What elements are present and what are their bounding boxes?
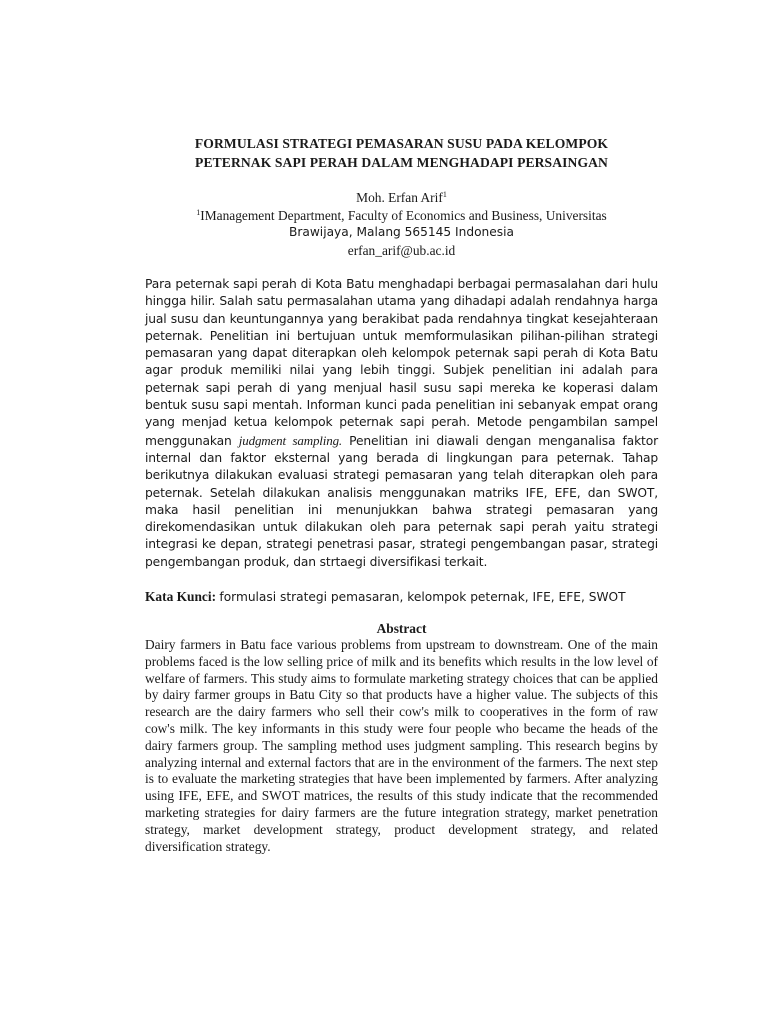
abstract-paragraph: Dairy farmers in Batu face various problems from upstream to downstream. One of the main problems faced is the low selling price of milk and its benefits which results in the low level of welfare of farmers. This study aims to formulate marketing strategy choices that can be applied by dairy farmer groups in Batu City so that products have a higher value. The subjects of this research are the dairy farmers who sell their cow's milk to cooperatives in the form of raw cow's milk. The key informants in this study were four people who became the heads of the dairy farmers group. The sampling method uses judgment sampling. This research begins by analyzing internal and external factors that are in the environment of the farmers. The next step is to evaluate the marketing strategies that have been implemented by farmers. After analyzing using IFE, EFE, and SWOT matrices, the results of this study indicate that the recommended marketing strategies for dairy farmers are the future integration strategy, market penetration strategy, market development strategy, product development strategy, and related diversification strategy.: [145, 637, 658, 854]
paper-title: [145, 134, 658, 172]
abstrak-text-part-1: Para peternak sapi perah di Kota Batu menghadapi berbagai permasalahan dari hulu hingga hilir. Salah satu permasalahan utama yang dihadapi adalah rendahnya harga jual susu dan keuntungannya yang berakibat pada rendahnya tingkat kesejahteraan peternak. Penelitian ini bertujuan untuk memformulasikan pilihan-pilihan strategi pemasaran yang dapat diterapkan oleh kelompok peternak sapi perah di Kota Batu agar produk memiliki nilai yang lebih tinggi. Subjek penelitian ini adalah para peternak sapi perah di yang menjual hasil susu sapi mereka ke koperasi dalam bentuk susu sapi mentah. Informan kunci pada penelitian ini sebanyak empat orang yang menjad ketua kelompok peternak sapi perah. Metode pengambilan sampel menggunakan: [145, 277, 658, 448]
author-line: [145, 189, 658, 207]
author-name: Moh. Erfan Arif: [356, 190, 443, 205]
abstrak-paragraph: [145, 276, 658, 571]
affiliation-text-1: IManagement Department, Faculty of Economics and Business, Universitas: [200, 207, 607, 223]
keywords-label: Kata Kunci:: [145, 589, 217, 605]
abstract-heading: Abstract: [376, 621, 427, 637]
affiliation-line-1: [145, 207, 658, 225]
keywords-text: formulasi strategi pemasaran, kelompok peternak, IFE, EFE, SWOT: [219, 590, 626, 605]
affiliation-superscript: 1: [196, 207, 201, 217]
abstrak-text-part-2: Penelitian ini diawali dengan menganalisa faktor internal dan faktor eksternal yang berada di lingkungan para peternak. Tahap berikutnya dilakukan evaluasi strategi pemasaran yang telah diterapkan oleh para peternak. Setelah dilakukan analisis menggunakan matriks IFE, EFE, dan SWOT, maka hasil penelitian ini menunjukkan bahwa strategi pemasaran yang direkomendasikan untuk dilakukan oleh para peternak sapi perah yaitu strategi integrasi ke depan, strategi penetrasi pasar, strategi pengembangan pasar, strategi pengembangan produk, dan strtaegi diversifikasi terkait.: [145, 433, 658, 569]
abstrak-italic-term: judgment sampling.: [238, 432, 343, 448]
author-superscript: 1: [442, 190, 447, 199]
title-line-1: FORMULASI STRATEGI PEMASARAN SUSU PADA KELOMPOK: [194, 136, 609, 151]
author-block: [145, 189, 658, 259]
keywords-line: [145, 588, 658, 606]
affiliation-line-2: Brawijaya, Malang 565145 Indonesia: [289, 225, 514, 239]
title-line-2: PETERNAK SAPI PERAH DALAM MENGHADAPI PERSAINGAN: [195, 155, 608, 170]
author-email: erfan_arif@ub.ac.id: [347, 242, 456, 258]
paper-page: [145, 130, 658, 855]
